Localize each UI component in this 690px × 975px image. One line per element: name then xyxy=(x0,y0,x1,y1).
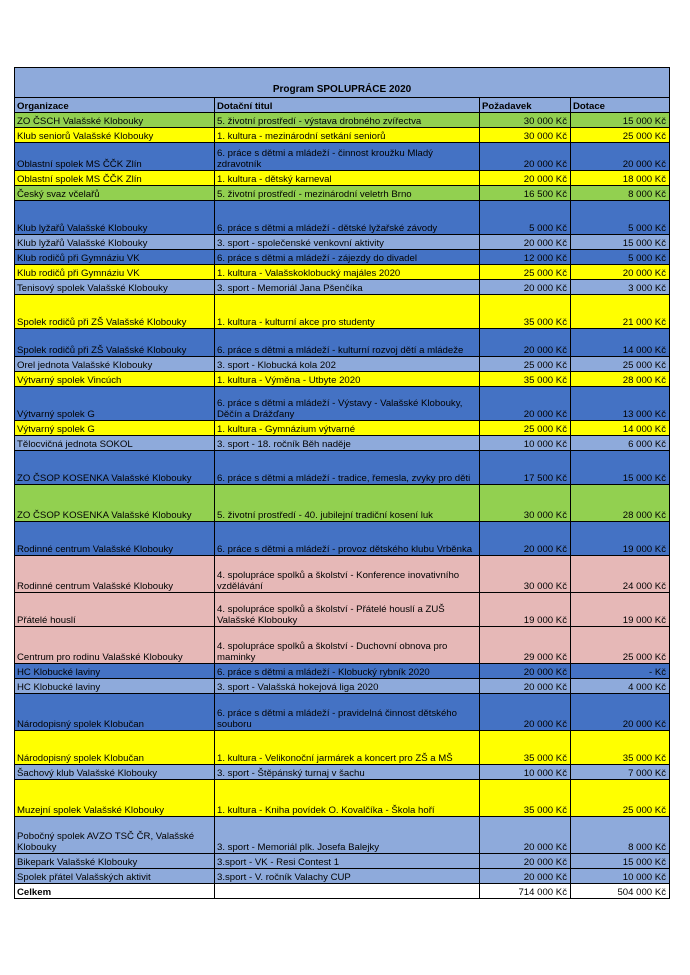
grant-title-cell: 4. spolupráce spolků a školství - Duchovní obnova pro maminky xyxy=(215,627,480,664)
grant-title-cell: 1. kultura - Velikonoční jarmárek a koncert pro ZŠ a MŠ xyxy=(215,731,480,765)
request-amount-cell: 30 000 Kč xyxy=(480,128,571,143)
grant-amount-cell: 5 000 Kč xyxy=(571,250,670,265)
request-amount-cell: 20 000 Kč xyxy=(480,679,571,694)
grant-amount-cell: 5 000 Kč xyxy=(571,201,670,235)
organization-cell: Spolek rodičů při ZŠ Valašské Klobouky xyxy=(15,329,215,357)
grant-amount-cell: 25 000 Kč xyxy=(571,627,670,664)
table-row xyxy=(15,143,670,171)
table-title: Program SPOLUPRÁCE 2020 xyxy=(15,68,670,98)
grant-amount-cell: 6 000 Kč xyxy=(571,436,670,451)
grant-program-sheet xyxy=(14,67,669,899)
grant-amount-cell: 7 000 Kč xyxy=(571,765,670,780)
request-amount-cell: 29 000 Kč xyxy=(480,627,571,664)
table-row xyxy=(15,522,670,556)
request-amount-cell: 35 000 Kč xyxy=(480,780,571,817)
table-row xyxy=(15,201,670,235)
header-pozadavek: Požadavek xyxy=(480,98,571,113)
organization-cell: Rodinné centrum Valašské Klobouky xyxy=(15,556,215,593)
grant-title-cell: 4. spolupráce spolků a školství - Přátelé houslí a ZUŠ Valašské Klobouky xyxy=(215,593,480,627)
grant-amount-cell: 20 000 Kč xyxy=(571,694,670,731)
organization-cell: Klub seniorů Valašské Klobouky xyxy=(15,128,215,143)
grant-amount-cell: 14 000 Kč xyxy=(571,421,670,436)
grant-amount-cell: 25 000 Kč xyxy=(571,780,670,817)
request-amount-cell: 20 000 Kč xyxy=(480,171,571,186)
grant-amount-cell: 15 000 Kč xyxy=(571,854,670,869)
request-amount-cell: 20 000 Kč xyxy=(480,387,571,421)
grant-amount-cell: 20 000 Kč xyxy=(571,265,670,280)
table-row xyxy=(15,664,670,679)
request-amount-cell: 20 000 Kč xyxy=(480,694,571,731)
organization-cell: Klub lyžařů Valašské Klobouky xyxy=(15,235,215,250)
organization-cell: Národopisný spolek Klobučan xyxy=(15,731,215,765)
grant-title-cell: 5. životní prostředí - 40. jubilejní tradiční kosení luk xyxy=(215,485,480,522)
grant-amount-cell: 8 000 Kč xyxy=(571,817,670,854)
grant-title-cell: 1. kultura - dětský karneval xyxy=(215,171,480,186)
request-amount-cell: 12 000 Kč xyxy=(480,250,571,265)
organization-cell: HC Klobucké laviny xyxy=(15,679,215,694)
grant-amount-cell: 28 000 Kč xyxy=(571,485,670,522)
table-row xyxy=(15,436,670,451)
grant-title-cell: 6. práce s dětmi a mládeží - dětské lyžařské závody xyxy=(215,201,480,235)
grant-title-cell: 6. práce s dětmi a mládeží - pravidelná činnost dětského souboru xyxy=(215,694,480,731)
request-amount-cell: 30 000 Kč xyxy=(480,113,571,128)
organization-cell: Spolek přátel Valašských aktivit xyxy=(15,869,215,884)
request-amount-cell: 20 000 Kč xyxy=(480,664,571,679)
grant-title-cell: 1. kultura - mezinárodní setkání seniorů xyxy=(215,128,480,143)
request-amount-cell: 30 000 Kč xyxy=(480,556,571,593)
organization-cell: ZO ČSCH Valašské Klobouky xyxy=(15,113,215,128)
organization-cell: Bikepark Valašské Klobouky xyxy=(15,854,215,869)
grant-table xyxy=(14,67,670,899)
header-organizace: Organizace xyxy=(15,98,215,113)
table-row xyxy=(15,171,670,186)
grant-title-cell: 1. kultura - Valašskoklobucký majáles 2020 xyxy=(215,265,480,280)
table-row xyxy=(15,113,670,128)
organization-cell: Český svaz včelařů xyxy=(15,186,215,201)
table-row xyxy=(15,679,670,694)
grant-amount-cell: - Kč xyxy=(571,664,670,679)
request-amount-cell: 35 000 Kč xyxy=(480,372,571,387)
grant-amount-cell: 3 000 Kč xyxy=(571,280,670,295)
grant-title-cell: 4. spolupráce spolků a školství - Konference inovativního vzdělávání xyxy=(215,556,480,593)
grant-amount-cell: 10 000 Kč xyxy=(571,869,670,884)
organization-cell: ZO ČSOP KOSENKA Valašské Klobouky xyxy=(15,485,215,522)
organization-cell: Muzejní spolek Valašské Klobouky xyxy=(15,780,215,817)
grant-title-cell: 1. kultura - Gymnázium výtvarné xyxy=(215,421,480,436)
organization-cell: Šachový klub Valašské Klobouky xyxy=(15,765,215,780)
request-amount-cell: 19 000 Kč xyxy=(480,593,571,627)
total-empty xyxy=(215,884,480,899)
table-row xyxy=(15,869,670,884)
grant-title-cell: 3.sport - VK - Resi Contest 1 xyxy=(215,854,480,869)
request-amount-cell: 35 000 Kč xyxy=(480,295,571,329)
table-row xyxy=(15,280,670,295)
table-row xyxy=(15,451,670,485)
organization-cell: Spolek rodičů při ZŠ Valašské Klobouky xyxy=(15,295,215,329)
organization-cell: Oblastní spolek MS ČČK Zlín xyxy=(15,143,215,171)
table-row xyxy=(15,421,670,436)
grant-amount-cell: 4 000 Kč xyxy=(571,679,670,694)
table-title-row xyxy=(15,68,670,98)
total-request: 714 000 Kč xyxy=(480,884,571,899)
table-row xyxy=(15,186,670,201)
table-row xyxy=(15,357,670,372)
grant-amount-cell: 21 000 Kč xyxy=(571,295,670,329)
organization-cell: Přátelé houslí xyxy=(15,593,215,627)
grant-title-cell: 3. sport - 18. ročník Běh naděje xyxy=(215,436,480,451)
grant-amount-cell: 14 000 Kč xyxy=(571,329,670,357)
request-amount-cell: 25 000 Kč xyxy=(480,421,571,436)
organization-cell: Klub rodičů při Gymnáziu VK xyxy=(15,265,215,280)
grant-amount-cell: 28 000 Kč xyxy=(571,372,670,387)
grant-title-cell: 5. životní prostředí - výstava drobného zvířectva xyxy=(215,113,480,128)
grant-title-cell: 6. práce s dětmi a mládeží - Klobucký rybník 2020 xyxy=(215,664,480,679)
grant-amount-cell: 25 000 Kč xyxy=(571,128,670,143)
organization-cell: Výtvarný spolek G xyxy=(15,421,215,436)
organization-cell: Centrum pro rodinu Valašské Klobouky xyxy=(15,627,215,664)
request-amount-cell: 5 000 Kč xyxy=(480,201,571,235)
total-label: Celkem xyxy=(15,884,215,899)
table-row xyxy=(15,387,670,421)
organization-cell: HC Klobucké laviny xyxy=(15,664,215,679)
grant-title-cell: 3. sport - Valašská hokejová liga 2020 xyxy=(215,679,480,694)
table-row xyxy=(15,593,670,627)
request-amount-cell: 20 000 Kč xyxy=(480,329,571,357)
grant-title-cell: 3. sport - společenské venkovní aktivity xyxy=(215,235,480,250)
request-amount-cell: 20 000 Kč xyxy=(480,869,571,884)
grant-amount-cell: 8 000 Kč xyxy=(571,186,670,201)
organization-cell: Tenisový spolek Valašské Klobouky xyxy=(15,280,215,295)
request-amount-cell: 20 000 Kč xyxy=(480,280,571,295)
grant-title-cell: 3.sport - V. ročník Valachy CUP xyxy=(215,869,480,884)
grant-amount-cell: 24 000 Kč xyxy=(571,556,670,593)
request-amount-cell: 20 000 Kč xyxy=(480,854,571,869)
table-row xyxy=(15,372,670,387)
grant-title-cell: 3. sport - Memoriál plk. Josefa Balejky xyxy=(215,817,480,854)
organization-cell: Klub lyžařů Valašské Klobouky xyxy=(15,201,215,235)
table-row xyxy=(15,295,670,329)
organization-cell: Rodinné centrum Valašské Klobouky xyxy=(15,522,215,556)
organization-cell: Výtvarný spolek Vincúch xyxy=(15,372,215,387)
table-row xyxy=(15,128,670,143)
table-row xyxy=(15,694,670,731)
table-row xyxy=(15,817,670,854)
organization-cell: Orel jednota Valašské Klobouky xyxy=(15,357,215,372)
request-amount-cell: 25 000 Kč xyxy=(480,265,571,280)
request-amount-cell: 10 000 Kč xyxy=(480,436,571,451)
grant-title-cell: 3. sport - Memoriál Jana Pšenčíka xyxy=(215,280,480,295)
grant-title-cell: 6. práce s dětmi a mládeží - kulturní rozvoj dětí a mládeže xyxy=(215,329,480,357)
grant-title-cell: 6. práce s dětmi a mládeží - Výstavy - Valašské Klobouky, Děčín a Drážďany xyxy=(215,387,480,421)
grant-title-cell: 6. práce s dětmi a mládeží - tradice, řemesla, zvyky pro děti xyxy=(215,451,480,485)
grant-amount-cell: 35 000 Kč xyxy=(571,731,670,765)
grant-amount-cell: 18 000 Kč xyxy=(571,171,670,186)
request-amount-cell: 20 000 Kč xyxy=(480,235,571,250)
request-amount-cell: 20 000 Kč xyxy=(480,817,571,854)
request-amount-cell: 20 000 Kč xyxy=(480,522,571,556)
grant-title-cell: 1. kultura - kulturní akce pro studenty xyxy=(215,295,480,329)
grant-title-cell: 1. kultura - Kniha povídek O. Kovalčíka - Škola hoří xyxy=(215,780,480,817)
organization-cell: Výtvarný spolek G xyxy=(15,387,215,421)
table-row xyxy=(15,485,670,522)
table-row xyxy=(15,556,670,593)
table-row xyxy=(15,265,670,280)
table-row xyxy=(15,731,670,765)
table-row xyxy=(15,235,670,250)
grant-title-cell: 6. práce s dětmi a mládeží - zájezdy do divadel xyxy=(215,250,480,265)
grant-amount-cell: 19 000 Kč xyxy=(571,522,670,556)
grant-amount-cell: 20 000 Kč xyxy=(571,143,670,171)
grant-amount-cell: 19 000 Kč xyxy=(571,593,670,627)
request-amount-cell: 10 000 Kč xyxy=(480,765,571,780)
request-amount-cell: 35 000 Kč xyxy=(480,731,571,765)
header-dotace: Dotace xyxy=(571,98,670,113)
table-row xyxy=(15,765,670,780)
grant-title-cell: 3. sport - Štěpánský turnaj v šachu xyxy=(215,765,480,780)
organization-cell: ZO ČSOP KOSENKA Valašské Klobouky xyxy=(15,451,215,485)
grant-amount-cell: 15 000 Kč xyxy=(571,235,670,250)
request-amount-cell: 16 500 Kč xyxy=(480,186,571,201)
grant-title-cell: 1. kultura - Výměna - Utbyte 2020 xyxy=(215,372,480,387)
grant-title-cell: 5. životní prostředí - mezinárodní veletrh Brno xyxy=(215,186,480,201)
header-dotacni-titul: Dotační titul xyxy=(215,98,480,113)
grant-amount-cell: 25 000 Kč xyxy=(571,357,670,372)
organization-cell: Oblastní spolek MS ČČK Zlín xyxy=(15,171,215,186)
total-row xyxy=(15,884,670,899)
request-amount-cell: 25 000 Kč xyxy=(480,357,571,372)
grant-amount-cell: 13 000 Kč xyxy=(571,387,670,421)
request-amount-cell: 20 000 Kč xyxy=(480,143,571,171)
request-amount-cell: 30 000 Kč xyxy=(480,485,571,522)
organization-cell: Pobočný spolek AVZO TSČ ČR, Valašské Klobouky xyxy=(15,817,215,854)
grant-title-cell: 3. sport - Klobucká kola 202 xyxy=(215,357,480,372)
table-row xyxy=(15,627,670,664)
request-amount-cell: 17 500 Kč xyxy=(480,451,571,485)
table-row xyxy=(15,854,670,869)
grant-title-cell: 6. práce s dětmi a mládeží - činnost kroužku Mladý zdravotník xyxy=(215,143,480,171)
header-row xyxy=(15,98,670,113)
table-row xyxy=(15,329,670,357)
table-row xyxy=(15,250,670,265)
table-row xyxy=(15,780,670,817)
total-grant: 504 000 Kč xyxy=(571,884,670,899)
grant-title-cell: 6. práce s dětmi a mládeží - provoz dětského klubu Vrběnka xyxy=(215,522,480,556)
grant-amount-cell: 15 000 Kč xyxy=(571,451,670,485)
grant-amount-cell: 15 000 Kč xyxy=(571,113,670,128)
organization-cell: Národopisný spolek Klobučan xyxy=(15,694,215,731)
organization-cell: Tělocvičná jednota SOKOL xyxy=(15,436,215,451)
organization-cell: Klub rodičů při Gymnáziu VK xyxy=(15,250,215,265)
